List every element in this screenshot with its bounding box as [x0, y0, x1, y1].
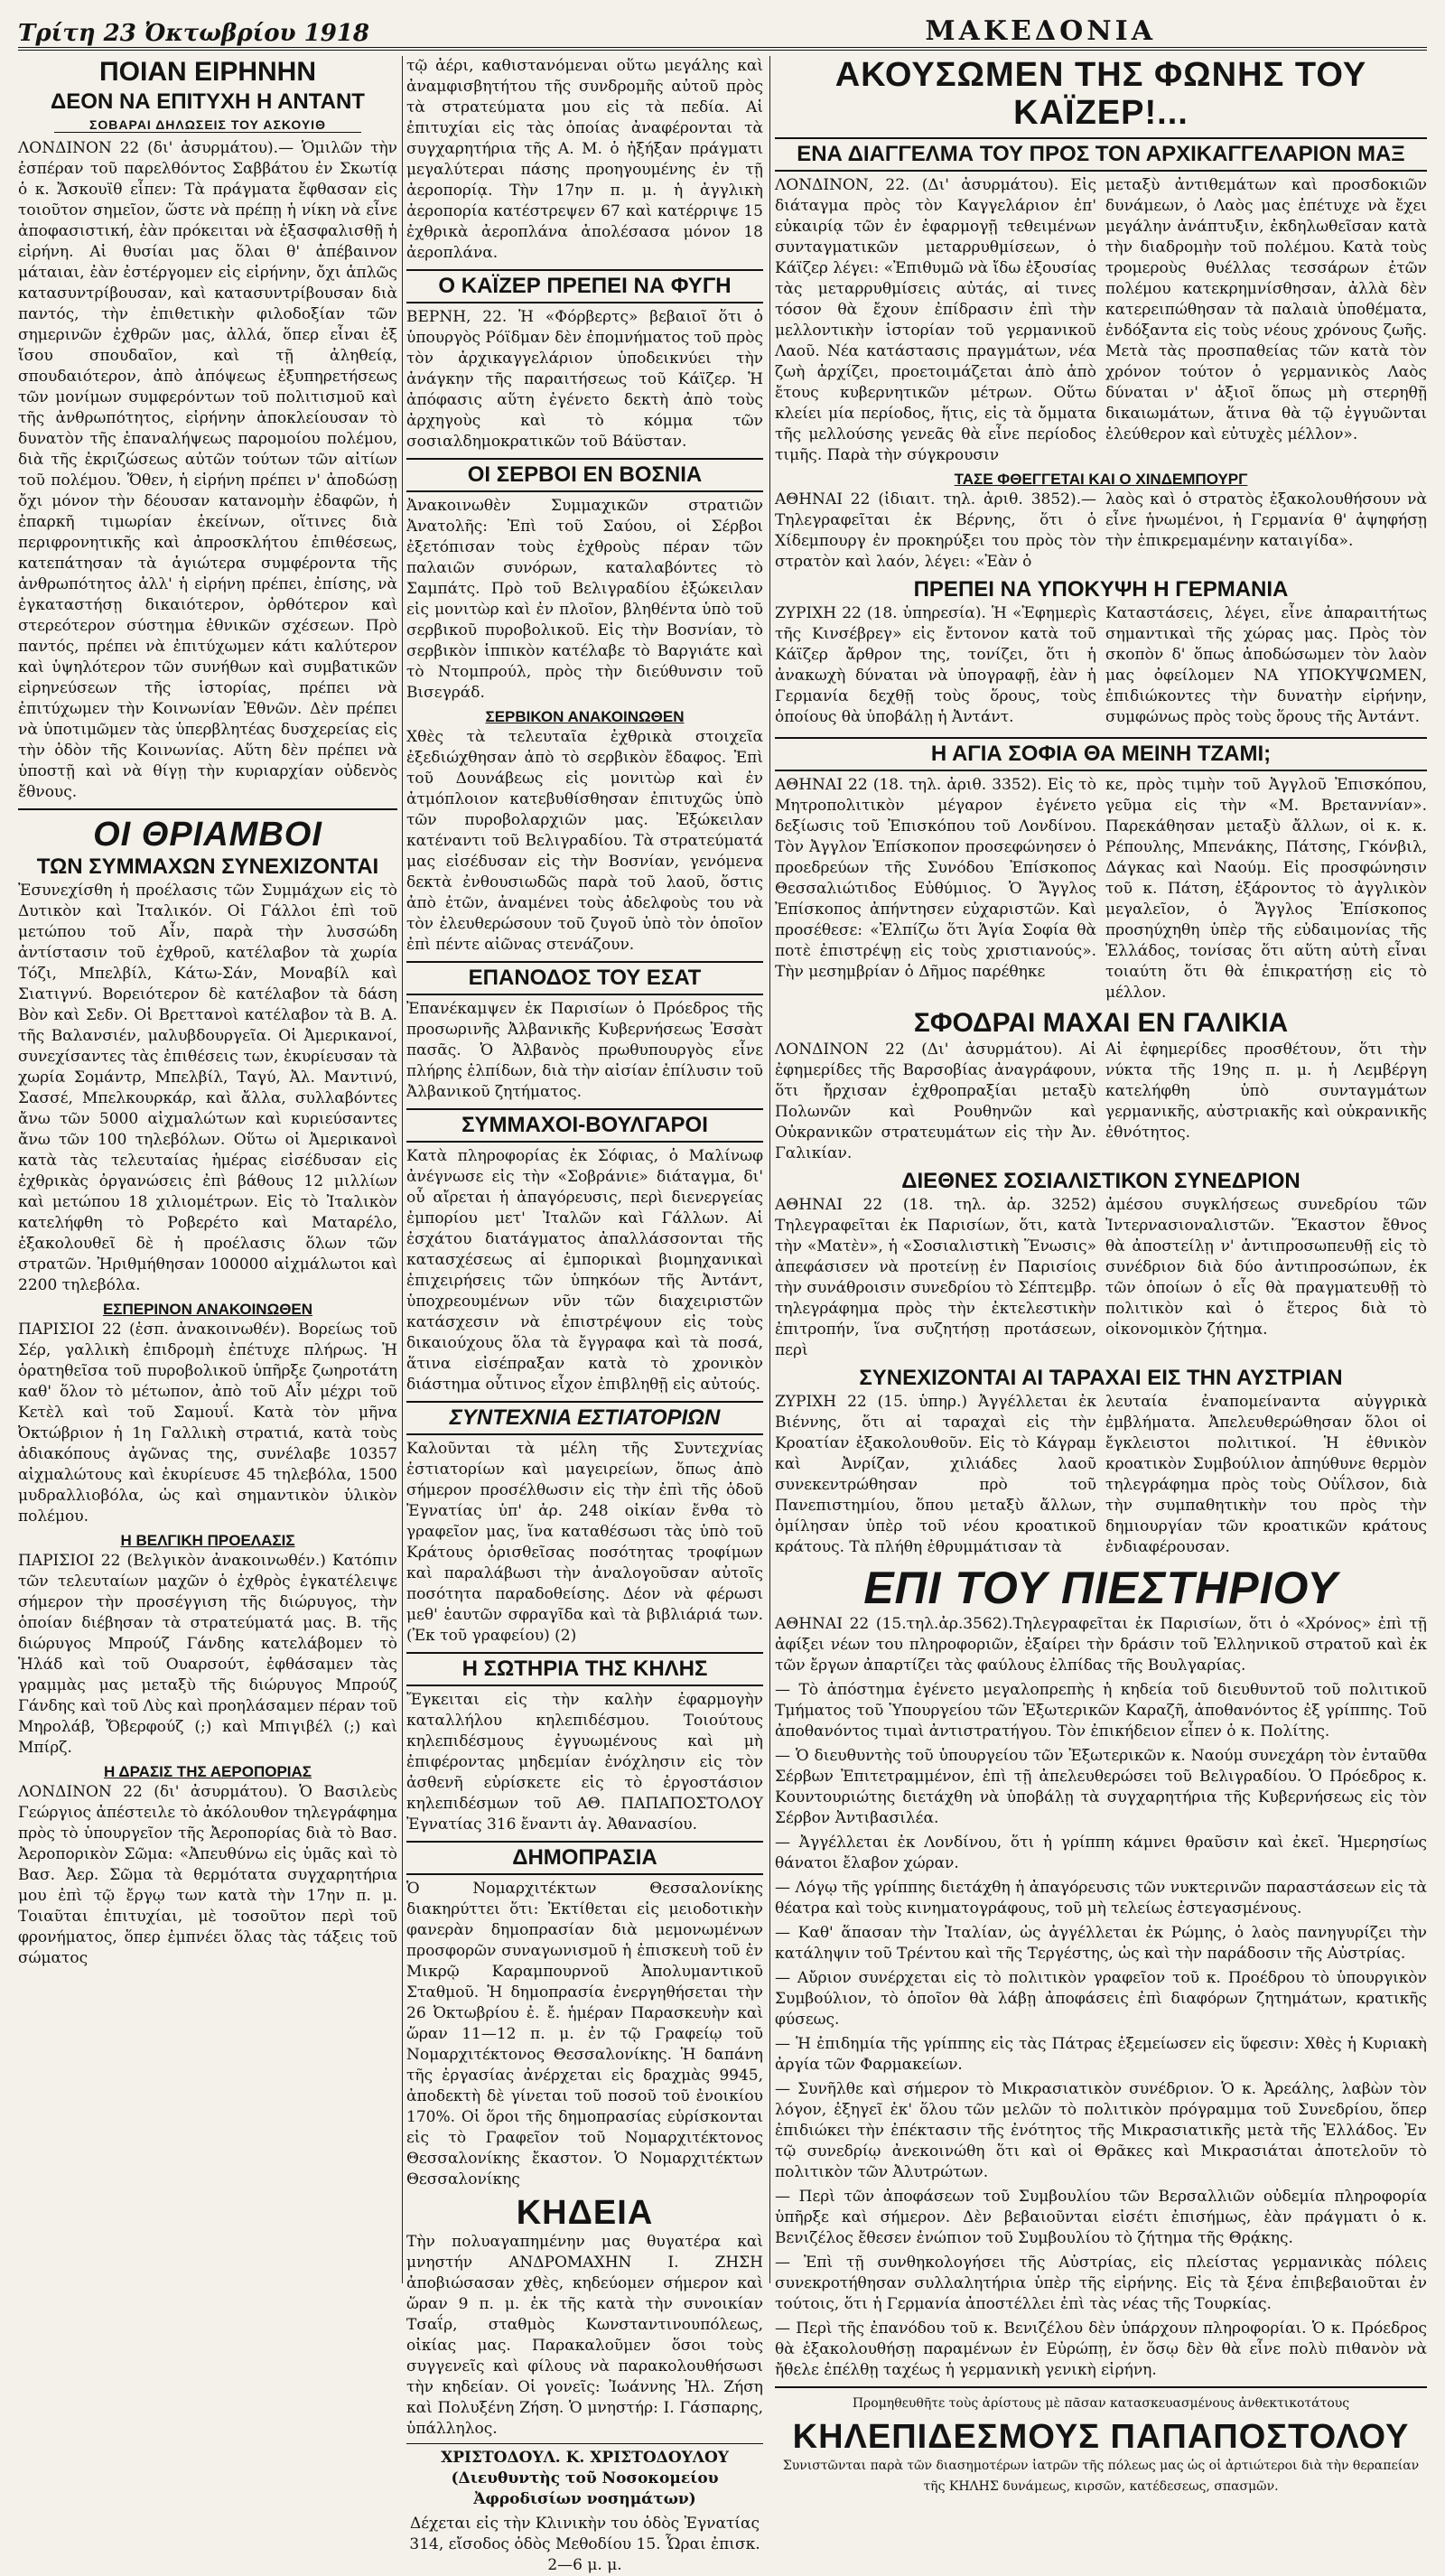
headline: ΠΡΕΠΕΙ ΝΑ ΥΠΟΚΥΨΗ Η ΓΕΡΜΑΝΙΑ — [913, 577, 1289, 602]
headline: ΠΟΙΑΝ ΕΙΡΗΝΗΝ — [98, 57, 316, 87]
news-item: — Ὁ διευθυντὴς τοῦ ὑπουργείου τῶν Ἐξωτερικῶν κ. Ναούμ συνεχάρη τὸν ἐνταῦθα Σέρβων Ἐπιτετραμμένον, ἐπὶ τῇ ἀπελευθερώσει τοῦ Βελιγραδίου. Ὁ Πρόεδρος κ. Κουντουριώτης διετάχθη νὰ ὑποβάλῃ τὰ συγχαρητήρια τῆς Κυβερνήσεως εἰς τὸν Σέρβον Ἀντιβασιλέα. — [775, 1747, 1427, 1827]
headline: ΣΥΝΤΕΧΝΙΑ ΕΣΤΙΑΤΟΡΙΩΝ — [406, 1401, 763, 1435]
headline: ΟΙ ΣΕΡΒΟΙ ΕΝ ΒΟΣΝΙΑ — [406, 458, 763, 492]
column-2 — [406, 56, 764, 2574]
news-item: — Λόγῳ τῆς γρίππης διετάχθη ἡ ἀπαγόρευσις τῶν νυκτερινῶν παραστάσεων εἰς τὰ θέατρα καὶ τοὺς κινηματογράφους, τοῦ μὴ τελείως ἐστεγασμένους. — [775, 1879, 1427, 1918]
article-text: ΛΟΝΔΙΝΟΝ 22 (δι' ἀσυρμάτου).— Ὁμιλῶν τὴν ἑσπέραν τοῦ παρελθόντος Σαββάτου ἐν Σκωτίᾳ ὁ κ. Ἄσκουϊθ εἶπεν: Τὰ πράγματα ἔφθασαν εἰς τοιοῦτον σημεῖον, ὥστε νὰ πρέπῃ ἡ νίκη νὰ εἶνε ἀποφασιστική, ἐὰν πρόκειται νὰ ἐξασφαλισθῇ ἡ εἰρήνη. Αἱ θυσίαι μας ὅλαι θ' ἀπέβαινον μάταιαι, ἐὰν ἐστέργομεν εἰς εἰρήνην, ὄχι ἁπλῶς κατασυντρίβουσαν, καὶ κατασυντρίβουσαν διὰ παντός, τὴν ἐπιθετικὴν φιλοδοξίαν τῶν σημερινῶν ἐχθρῶν μας, ἀλλά, ὅπερ εἶναι ἐξ ἴσου σπουδαῖον, καὶ τῇ ἀληθείᾳ, σπουδαιότερον, ἀπὸ ἀπόψεως ἐξυπηρετήσεως τῶν μονίμων συμφερόντων τοῦ πολιτισμοῦ καὶ τῆς ἀνθρωπότητος, εἰρήνην ἀποκλείουσαν τὸ δυνατὸν τῆς ἐπαναλήψεως παρομοίου πολέμου, διὰ τῆς ἐκριζώσεως αὐτῶν τούτων τῶν αἰτίων τοῦ πολέμου. Ὅθεν, ἡ εἰρήνη πρέπει ν' ἀποδώσῃ ὄχι μόνον τὴν δέουσαν κατανομὴν ἐδαφῶν, ἡ ἐπαρκῆ τιμωρίαν ἐκείνων, οἵτινες διὰ περιφρονητικῆς καὶ ἀπροσκλήτου ἐπιθέσεως, κατεπάτησαν τὰ ἁγιώτερα συμφέροντα τῆς ἀνθρωπότητος ἀλλ' ἡ εἰρήνη πρέπει, ἐπίσης, νὰ ἐγκαταστήσῃ δικαιότερον, ὀρθότερον καὶ στερεότερον σύστημα ἐθνικῶν σχέσεων. Πρὸ παντός, πρέπει νὰ ἐπιτύχωμεν κάτι καλύτερον καὶ ὑψηλότερον τῶν συνήθων καὶ συμβατικῶν εἰρηνεύσεων τῆς ἱστορίας, πρέπει νὰ ἐπιτύχωμεν τὴν Κοινωνίαν Ἐθνῶν. Δὲν πρέπει νὰ ὑποτιμῶμεν τὰς ὑπερβλητέας δυσχερείας εἰς τὴν ὁδὸν τῆς Κοινωνίας. Αὕτη δὲν πρέπει νὰ ὑποστῇ καὶ νὰ θίγῃ τὴν κυριαρχίαν οὐδενὸς ἔθνους. — [18, 139, 397, 801]
article-text: ΑΘΗΝΑΙ 22 (18. τηλ. ἀριθ. 3352). Εἰς τὸ Μητροπολιτικὸν μέγαρον ἐγένετο δεξίωσις τοῦ Ἐπισκόπου τοῦ Λονδίνου. Τὸν Ἀγγλον Ἐπίσκοπον προσεφώνησεν ὁ προεδρεύων τῆς Συνόδου Ἐπίσκοπος Θεσσαλιώτιδος Εὐθύμιος. Ὁ Ἄγγλος Ἐπίσκοπος ἀπήντησεν εὐχαριστῶν. Καὶ προσέθεσε: «Ἐλπίζω ὅτι Ἁγία Σοφία θὰ ποτὲ ἐπιστρέψῃ εἰς τοὺς χριστιανούς». Τὴν μεσημβρίαν ὁ Δῆμος παρέθηκε — [775, 776, 1096, 981]
article-text: Ἔγκειται εἰς τὴν καλὴν ἐφαρμογὴν καταλλήλου κηλεπιδέσμου. Τοιούτους κηλεπιδέσμους ἐγγυωμένους καὶ μὴ ἐπιφέροντας μηδεμίαν ἐνόχλησιν εἰς τὸν ἀσθενῆ εὑρίσκετε εἰς τὸ ἐργοστάσιον κηλεπιδέσμων τοῦ ΑΘ. ΠΑΠΑΠΟΣΤΟΛΟΥ Ἐγνατίας 316 ἔναντι ἁγ. Ἀθανασίου. — [406, 1691, 763, 1834]
news-item: — Περὶ τῶν ἀποφάσεων τοῦ Συμβουλίου τῶν Βερσαλλιῶν οὐδεμία πληροφορία ὑπῆρξε καὶ σήμερον. Δὲν βεβαιοῦνται εἰσέτι ἐπισήμως, ἐὰν πράγματι ὁ κ. Βενιζέλος ἔθεσεν ἐνώπιον τοῦ Συμβουλίου τὸ ζήτημα τῆς Θρᾴκης. — [775, 2188, 1427, 2247]
ad-text: Δέχεται εἰς τὴν Κλινικὴν του ὁδὸς Ἐγνατίας 314, εἴσοδος ὁδὸς Μεθοδίου 15. Ὧραι ἐπισκ. 2—6 μ. μ. — [409, 2515, 760, 2574]
article-text: Καταστάσεις, λέγει, εἶνε ἀπαραιτήτως σημαντικαὶ τῆς χώρας μας. Πρὸς τὸν σκοπὸν δ' ὅπως ἀποδώσωμεν τὸν λαὸν μας ὀφείλομεν ΝΑ ΥΠΟΚΥΨΩΜΕΝ, ἐπιδιώκοντες τὴν δυνατὴν εἰρήνην, συμφώνως πρὸς τοὺς ὅρους τῆς Ἀντάντ. — [1105, 604, 1427, 726]
news-item: — Ἡ ἐπιδημία τῆς γρίππης εἰς τὰς Πάτρας ἐξεμείωσεν εἰς ὕφεσιν: Χθὲς ἡ Κυριακὴ ἀργία τῶν Φαρμακείων. — [775, 2035, 1427, 2074]
article-text: τῷ ἀέρι, καθιστανόμεναι οὕτω μεγάλης καὶ ἀναμφισβητήτου τῆς συνδρομῆς αὐτοῦ πρὸς τὰ στρατεύματα μου εἰς τὰ πεδία. Αἱ ἐπιτυχίαι εἰς τὰς ὁποίας ἀναφέρονται τὰ συγχαρητήρια τῆς Α. Μ. ὁ ἠξήξαν πράγματι μεγαλύτεραι πάσης προηγουμένης ἐν τῇ ἀεροπορίᾳ. Τὴν 17ην π. μ. ἡ ἀγγλικὴ ἀεροπορία κατέστρεψεν 67 καὶ κατέρριψε 15 ἐχθρικὰ ἀεροπλάνα ἀπολέσασα μόνον 18 ἀεροπλάνα. — [406, 57, 763, 262]
obituary-heading: ΚΗΔΕΙΑ — [516, 2194, 654, 2232]
section-heading: ΣΕΡΒΙΚΟΝ ΑΝΑΚΟΙΝΩΘΕΝ — [485, 708, 685, 725]
column-divider — [769, 56, 770, 2283]
article-body — [775, 175, 1427, 470]
subheadline: ΤΩΝ ΣΥΜΜΑΧΩΝ ΣΥΝΕΧΙΖΟΝΤΑΙ — [36, 854, 379, 879]
article-text: ΖΥΡΙΧΗ 22 (18. ὑπηρεσία). Ἡ «Ἐφημερὶς τῆς Κινσέβρεγ» εἰς ἔντονον κατὰ τοῦ Κάϊζερ ἄρθρον της, τονίζει, ὅτι ἡ ἀνακωχὴ δύναται νὰ ὑπογραφῇ, ἐὰν ἡ Γερμανία δεχθῇ τοὺς ὅρους, τοὺς ὁποίους θὰ ὑποβάλῃ ἡ Ἀντάντ. — [775, 604, 1096, 726]
news-item: — Ἀγγέλλεται ἐκ Λονδίνου, ὅτι ἡ γρίππη κάμνει θραῦσιν καὶ ἐκεῖ. Ἡμερησίως θάνατοι ἔλαβον χώραν. — [775, 1834, 1427, 1872]
headline: ΔΗΜΟΠΡΑΣΙΑ — [406, 1841, 763, 1875]
article-text: μεταξὺ ἀντιθεμάτων καὶ προσδοκιῶν δυνάμεων, ὁ Λαὸς μας ἐπέτυχε νὰ ἔχει μεγάλην ἀνάπτυξιν, ἐκδηλωθεῖσαν κατὰ τὴν διαδρομὴν τοῦ πολέμου. Κατὰ τοὺς τρομεροὺς θυέλλας τεσσάρων ἐτῶν πολέμου κατεκρημνίσθησαν, ἀλλὰ δὲν κατερειπώθησαν τὰ παλαιὰ ὑποθέματα, ἐνδόξαντα εἰς τοὺς νέους χρόνους ζωῆς. Μετὰ τὰς προσπαθείας τῶν κατὰ τὸν χρόνον τούτον ὁ γερμανικὸς Λαὸς δύναται ν' ἀξιοῖ ὅπως μὴ στερηθῇ δικαιωμάτων, ἅτινα θὰ τῷ ἐγγυῶνται ἐλεύθερον καὶ εὐτυχὲς μέλλον». — [1105, 176, 1427, 443]
subheadline: ΕΝΑ ΔΙΑΓΓΕΛΜΑ ΤΟΥ ΠΡΟΣ ΤΟΝ ΑΡΧΙΚΑΓΓΕΛΑΡΙΟΝ ΜΑΞ — [775, 137, 1427, 172]
columns — [18, 56, 1427, 2574]
obituary-text: Τὴν πολυαγαπημένην μας θυγατέρα καὶ μνηστήν ΑΝΔΡΟΜΑΧΗΝ Ι. ΖΗΣΗ ἀποβιώσασαν χθὲς, κηδεύομεν σήμερον καὶ ὥραν 9 π. μ. ἐκ τῆς κατὰ τὴν συνοικίαν Τσαΐρ, σταθμὸς Κωνσταντινουπόλεως, οἰκίας μας. Παρακαλοῦμεν ὅσοι τοὺς συγγενεῖς καὶ φίλους νὰ παρακολουθήσωσι τὴν κηδείαν. Οἱ γονεῖς: Ἰωάννης Ἠλ. Ζήση καὶ Πολυξένη Ζήση. Ὁ μνηστήρ: Ι. Γάσπαρης, ὑπάλληλος. — [406, 2233, 763, 2438]
divider — [18, 808, 397, 810]
article-text: ΛΟΝΔΙΝΟΝ 22 (δι' ἀσυρμάτου). Ὁ Βασιλεὺς Γεώργιος ἀπέστειλε τὸ ἀκόλουθον τηλεγράφημα πρὸς τὸ ὑπουργεῖον τῆς Ἀεροπορίας διὰ τὸ Βασ. Ἀεροπορικὸν Σῶμα: «Ἀπευθύνω εἰς ὑμᾶς καὶ τὸ Βασ. Ἀερ. Σῶμα τὰ θερμότατα συγχαρητήρια μου ἐπὶ τῷ ἔργῳ των κατὰ τὴν 17ην π. μ. Τοιαῦται ἐπιτυχίαι, μὲ τοσοῦτον περὶ τοῦ φρονήματος, ὅπερ ἐμπνέει ὅλας τὰς τάξεις τοῦ σώματος — [18, 1783, 397, 1967]
news-item: — Καθ' ἅπασαν τὴν Ἰταλίαν, ὡς ἀγγέλλεται ἐκ Ρώμης, ὁ λαὸς πανηγυρίζει τὴν κατάληψιν τοῦ Τρέντου καὶ τῆς Τεργέστης, ὡς καὶ τὴν παράδοσιν τῆς Αὐστρίας. — [775, 1924, 1427, 1963]
article-text: λαὸς καὶ ὁ στρατὸς ἐξακολουθήσουν νὰ εἶνε ἡνωμένοι, ἡ Γερμανία θ' ἀψηφήσῃ τὴν ἐπικρεμαμένην καταιγίδα». — [1105, 490, 1427, 550]
article-text: ΠΑΡΙΣΙΟΙ 22 (ἑσπ. ἀνακοινωθέν). Βορείως τοῦ Σέρ, γαλλικὴ ἐπιδρομὴ ἐπέτυχε πλήρως. Ἡ ὁρατηθεῖσα τοῦ πυροβολικοῦ ὑπῆρξε ζωηροτάτη καθ' ὅλον τὸ μέτωπον, ἀπὸ τοῦ Αἶν μέχρι τοῦ Κετὲλ καὶ τοῦ Σαμουΐ. Κατὰ τὸν μῆνα Ὀκτώβριον ἡ 1η Γαλλικὴ στρατιά, κατὰ τοὺς ἀδιακόπους ἀγῶνας της, συνέλαβε 10357 αἰχμαλώτους καὶ ἐκυρίευσε 45 τηλεβόλα, 1500 μυδραλλιοβόλα, ὡς καὶ σημαντικὸν ὑλικὸν πολέμου. — [18, 1321, 397, 1526]
article-text: λευταία ἐναπομείναντα αὐγγρικὰ ἐμβλήματα. Ἀπελευθερώθησαν ὅλοι οἱ ἔγκλειστοι πολιτικοί. Ἡ ἐθνικὸν κροατικὸν Συμβούλιον ἀπηύθυνε θερμὸν τηλεγράφημα πρὸς τοὺς Οὐΐλσον, διὰ τὴν συμπαθητικὴν του πρὸς τὴν δημιουργίαν τῶν κροατικῶν κράτους ἐνδιαφέρουσαν. — [1105, 1393, 1427, 1556]
article-text: κε, πρὸς τιμὴν τοῦ Ἀγγλοῦ Ἐπισκόπου, γεῦμα εἰς τὴν «Μ. Βρεταννίαν». Παρεκάθησαν μεταξὺ ἄλλων, οἱ κ. κ. Ρέπουλης, Μπενάκης, Πάτσης, Γκόνβιλ, Δάγκας καὶ Ναούμ. Εἰς προσφώνησιν τοῦ κ. Πάτση, ἐξάροντος τὸ ἀγγλικὸν μεγαλεῖον, ὁ Ἄγγλος Ἐπίσκοπος προσηύχηθη ὑπὲρ τῆς εὐδαιμονίας τῆς Ἑλλάδος, τονίσας ὅτι αὕτη αὐτὴ εἶναι τοιαύτη ὅτι θὰ ἐπικρατήσῃ εἰς τὸ μέλλον. — [1105, 776, 1427, 1002]
article-text: Ἀνακοινωθὲν Συμμαχικῶν στρατιῶν Ἀνατολῆς: Ἐπὶ τοῦ Σαύου, οἱ Σέρβοι ἐξετόπισαν τοὺς ἐχθροὺς πέραν τῶν παλαιῶν συνόρων, καταλαβόντες τὸ Σαμπάτς. Πρὸ τοῦ Βελιγραδίου ἐξώκειλαν εἰς μονιτὼρ καὶ ἐν πλοῖον, βληθέντα ὑπὸ τοῦ σερβικοῦ πυροβολικοῦ. Εἰς τὴν Βοσνίαν, τὸ σερβικὸν ἱππικὸν κατέλαβε τὸ Βαργιάτε καὶ τὸ Ντομπρούλ, πρὸς τὴν διεύθυνσιν τοῦ Βισεγράδ. — [406, 497, 763, 702]
article-text: ΛΟΝΔΙΝΟΝ, 22. (Δι' ἀσυρμάτου). Εἰς διάταγμα πρὸς τὸν Καγγελάριον ἐπ' εὐκαιρίᾳ τῶν ἐν ἐφαρμογῇ τεθειμένων συνταγματικῶν μεταρρυθμίσεων, ὁ Κάϊζερ λέγει: «Ἐπιθυμῶ νὰ ἴδω ἐξουσίας τὰς μεταρρυθμίσεις αὐτάς, αἱ τινες τόσον θὰ ἔχουν ἐπίδρασιν ἐπὶ τὴν μελλοντικὴν ἱστορίαν τοῦ γερμανικοῦ Λαοῦ. Νέα κατάστασις πραγμάτων, νέα ζωὴ ἀρχίζει, προετοιμάζεται ἀπὸ ἀπὸ ἔτους κυβερνητικῶν μέτρων. Οὕτω κλείει μία περίοδος, ἥτις, εἰς τὰ ὄμματα τῆς μελλούσης γενεᾶς θὰ εἶνε περίοδος τιμῆς. Παρὰ τὴν σύγκρουσιν — [775, 176, 1096, 464]
section-heading: Η ΔΡΑΣΙΣ ΤΗΣ ΑΕΡΟΠΟΡΙΑΣ — [104, 1763, 312, 1780]
article-text: Αἱ ἐφημερίδες προσθέτουν, ὅτι τὴν νύκτα τῆς 19ης π. μ. ἡ Λεμβέργη κατελήφθη ὑπὸ συνταγμάτων γερμανικῆς, αὐστριακῆς καὶ οὐκρανικῆς ἐθνότητος. — [1105, 1041, 1427, 1142]
divider — [406, 2443, 763, 2444]
news-item: — Περὶ τῆς ἐπανόδου τοῦ κ. Βενιζέλου δὲν ὑπάρχουν πληροφορίαι. Ὁ κ. Πρόεδρος θὰ ἐξακολουθήσῃ παραμένων ἐν Εὐρώπῃ, ἐν ὅσῳ δὲν θὰ εἶνε πολὺ πιθανὸν νὰ ἤθελε ἐπέλθῃ ταχέως ἡ γερμανικὴ γενικὴ εἰρήνη. — [775, 2319, 1427, 2379]
section-heading: ΤΑΣΕ ΦΘΕΓΓΕΤΑΙ ΚΑΙ Ο ΧΙΝΔΕΜΠΟΥΡΓ — [954, 471, 1248, 488]
headline: Η ΣΩΤΗΡΙΑ ΤΗΣ ΚΗΛΗΣ — [406, 1652, 763, 1686]
article-body — [775, 775, 1427, 1007]
article-text: ΑΘΗΝΑΙ 22 (18. τηλ. ἀρ. 3252) Τηλεγραφεῖται ἐκ Παρισίων, ὅτι, κατὰ τὴν «Ματὲν», ἡ «Σοσιαλιστικὴ Ἕνωσις» ἀπεφάσισεν νὰ προτείνῃ ἐν Παρισίοις τὴν συνάθροισιν συνεδρίου τὸ Σέπτεμβρ. τηλεγράφημα πρὸς τὴν ἐκτελεστικὴν ἐπιτροπήν, ἵνα συζητήσῃ προτάσεων, περὶ — [775, 1196, 1096, 1359]
issue-date: Τρίτη 23 Ὀκτωβρίου 1918 — [18, 20, 369, 47]
advertisement — [775, 2394, 1427, 2497]
article-text: ΑΘΗΝΑΙ 22 (ἰδιαιτ. τηλ. ἀριθ. 3852).—Τηλεγραφεῖται ἐκ Βέρνης, ὅτι ὁ Χίδεμπουργ ἐν προκηρύξει του πρὸς τὸν στρατὸν καὶ λαόν, λέγει: «Ἐὰν ὁ — [775, 490, 1096, 571]
article-text: Κατὰ πληροφορίας ἐκ Σόφιας, ὁ Μαλίνωφ ἀνέγνωσε εἰς τὴν «Σοβράνιε» διάταγμα, δι' οὗ αἴρεται ἡ ἀπαγόρευσις, περὶ διενεργείας ἐμπορίου μετ' Ἰταλῶν καὶ Γάλλων. Αἱ ἐσχάτου διατάγματος ἀπαλλάσσονται τῆς κατασχέσεως αἱ ἐμπορικαὶ βιομηχανικαὶ ἐπιχειρήσεις τῶν ὑπηκόων τῆς Ἀντάντ, ὑποχρεουμένων νῦν τῶν διαχειριστῶν κατάσχεσιν νὰ ἐπιστρέψουν εἰς τοὺς δικαιούχους ὅλα τὰ ἔγγραφα καὶ τὰ ποσά, ἅτινα εἰσέπραξαν κατὰ τὸ χρονικὸν διάστημα οὗτινος εἶχον ἐπιβληθῇ εἰς αὐτούς. — [406, 1147, 763, 1394]
column-divider — [402, 56, 403, 2283]
headline: Ο ΚΑΪΖΕΡ ΠΡΕΠΕΙ ΝΑ ΦΥΓΗ — [406, 269, 763, 303]
headline: ΣΥΜΜΑΧΟΙ-ΒΟΥΛΓΑΡΟΙ — [406, 1108, 763, 1143]
article-text: ΛΟΝΔΙΝΟΝ 22 (Δι' ἀσυρμάτου). Αἱ ἐφημερίδες τῆς Βαρσοβίας ἀναγράφουν, ὅτι ἤρχισαν ἐχθροπραξίαι μεταξὺ Πολωνῶν καὶ Ρουθηνῶν καὶ Οὐκρανικῶν στρατευμάτων εἰς τὴν Ἀν. Γαλικίαν. — [775, 1041, 1096, 1162]
masthead — [18, 7, 1427, 51]
article-text: ΒΕΡΝΗ, 22. Ἡ «Φόρβερτς» βεβαιοῖ ὅτι ὁ ὑπουργὸς Ρόϊδμαν δὲν ἐπομνήματος τοῦ πρὸς τὸν ἀρχικαγγελάριον ὑποδεικνύει τὴν ἀνάγκην τῆς παραιτήσεως τοῦ Κάϊζερ. Ἡ ἀπόφασις αὕτη ἐγένετο δεκτὴ ἀπὸ τοὺς ἀρχηγοὺς καὶ τὸ κόμμα τῶν σοσιαλδημοκρατικῶν τοῦ Βάϋσταν. — [406, 308, 763, 451]
headline: ΔΙΕΘΝΕΣ ΣΟΣΙΑΛΙΣΤΙΚΟΝ ΣΥΝΕΔΡΙΟΝ — [901, 1169, 1300, 1193]
article-text: ΖΥΡΙΧΗ 22 (15. ὑπηρ.) Ἀγγέλλεται ἐκ Βιέννης, ὅτι αἱ ταραχαὶ εἰς τὴν Κροατίαν ἐξακολουθοῦν. Εἰς τὸ Κάγραμ καὶ Ἀνρίζαν, χιλιάδες λαοῦ συνεκεντρώθησαν πρὸ τοῦ Πανεπιστημίου, ὅπου μεταξὺ ἄλλων, ὁμίλησαν ὑπὲρ τοῦ νέου κροατικοῦ κράτους. Τὰ πλήθη ἐθρυμμάτισαν τὰ — [775, 1393, 1096, 1556]
article-body — [775, 603, 1427, 732]
article-text: Χθὲς τὰ τελευταῖα ἐχθρικὰ στοιχεῖα ἐξεδιώχθησαν ἀπὸ τὸ σερβικὸν ἔδαφος. Ἐπὶ τοῦ Δουνάβεως εἰς μονιτὼρ καὶ ἐν ἀτμόπλοιον κατεβυθίσθησαν ἐπιτυχῶς ὑπὸ τῶν πυροβολαρχιῶν μας. Ἐξώκειλαν κατέναντι τοῦ Βελιγραδίου. Τὰ στρατεύματά μας εἰσέδυσαν εἰς τὴν Βοσνίαν, γενόμενα δεκτὰ ἐνθουσιωδῶς παρὰ τοῦ λαοῦ, ὅστις ἀπὸ ἐτῶν, ἀναμένει τοὺς ἀδελφοὺς του νὰ τὸν ἐλευθερώσουν τοῦ ζυγοῦ ὑπὸ τὸν ὁποῖον ἐπὶ πέντε αἰῶνας στενάζουν. — [406, 728, 763, 954]
headline: ΕΠΙ ΤΟΥ ΠΙΕΣΤΗΡΙΟΥ — [863, 1563, 1338, 1613]
article-text: Ἐπανέκαμψεν ἐκ Παρισίων ὁ Πρόεδρος τῆς προσωρινῆς Ἀλβανικῆς Κυβερνήσεως Ἐσσὰτ πασᾶς. Ὁ Ἀλβανὸς πρωθυπουργὸς εἶνε πλήρης ἐλπίδων, διὰ τὴν αἰσίαν ἐπίλυσιν τοῦ Ἀλβανικοῦ ζητήματος. — [406, 1000, 764, 1101]
article-body — [775, 1392, 1427, 1562]
article-text: Ἐσυνεχίσθη ἡ προέλασις τῶν Συμμάχων εἰς τὸ Δυτικὸν καὶ Ἰταλικόν. Οἱ Γάλλοι ἐπὶ τοῦ μετώπου τοῦ Αἶν, παρὰ τὴν λυσσώδη ἀντίστασιν τοῦ ἐχθροῦ, κατέλαβον τὰ χωρία Τόζι, Μπελβίλ, Κάτω-Σάν, Μοναβίλ καὶ Σιατιγνύ. Βορειότερον δὲ κατέλαβον τὰ δάση Βὸν καὶ Σεδν. Οἱ Βρεττανοὶ κατέλαβον τὰ Β. Α. τῆς Βαλανσιέν, μαλυβδουργεῖα. Οἱ Ἀμερικανοί, συνεχίσαντες τὰς ἐπιθέσεις των, ἐκυρίευσαν τὰ χωρία Σομάντρ, Μπελβίλ, Ταγύ, Ἀλ. Μαντινύ, Σασσέ, Μπελκουρκάρ, καὶ ἄλλα, συλλαβόντες ἄνω τῶν 5000 αἰχμαλώτων καὶ κυριεύσαντες ἄνω τῶν 100 τηλεβόλων. Οὕτω οἱ Ἀμερικανοὶ κατὰ τὰς τελευταίας ἡμέρας εἰσέδυσαν εἰς ἐχθρικὰς ὀργανώσεις ἐπὶ βάθους 12 μιλλίων καὶ μετώπου 18 χιλιομέτρων. Εἰς τὸ Ἰταλικὸν κατελήφθη τὸ Ροβερέτο καὶ Ματαρέλο, ἐξακολουθεῖ δὲ ἡ προέλασις ὅλων τῶν στρατῶν. Ἠριθμήθησαν 100000 αἰχμάλωτοι καὶ 2200 τηλεβόλα. — [18, 882, 397, 1294]
headline: Η ΑΓΙΑ ΣΟΦΙΑ ΘΑ ΜΕΙΝΗ ΤΖΑΜΙ; — [775, 737, 1427, 771]
news-item: — Ἐπὶ τῇ συνθηκολογήσει τῆς Αὐστρίας, εἰς πλείστας γερμανικὰς πόλεις συνεκροτήθησαν συλλαλητήρια ὑπὲρ τῆς εἰρήνης. Εἰς τὰ ξένα ἐπιβεβαιοῦται ἐν τούτοις, ὅτι ἡ Γερμανία ἀποστέλλει ἐπὶ τὰς νέας τῆς Τουρκίας. — [775, 2254, 1427, 2313]
article-body — [775, 1195, 1427, 1365]
ad-title: ΚΗΛΕΠΙΔΕΣΜΟΥΣ ΠΑΠΑΠΟΣΤΟΛΟΥ — [792, 2418, 1410, 2456]
article-body — [775, 490, 1427, 576]
kicker: ΣΟΒΑΡΑΙ ΔΗΛΩΣΕΙΣ ΤΟΥ ΑΣΚΟΥΙΘ — [54, 117, 361, 133]
headline: ΣΦΟΔΡΑΙ ΜΑΧΑΙ ΕΝ ΓΑΛΙΚΙΑ — [913, 1008, 1289, 1038]
section-heading: ΕΣΠΕΡΙΝΟΝ ΑΝΑΚΟΙΝΩΘΕΝ — [102, 1301, 313, 1318]
newspaper-title: ΜΑΚΕΔΟΝΙΑ — [925, 15, 1156, 47]
headline: ΟΙ ΘΡΙΑΜΒΟΙ — [93, 816, 322, 854]
article-text: ΑΘΗΝΑΙ 22 (15.τηλ.ἀρ.3562).Τηλεγραφεῖται ἐκ Παρισίων, ὅτι ὁ «Χρόνος» ἐπὶ τῇ ἀφίξει νέων του πληροφοριῶν, ἐξαίρει τὴν δράσιν τοῦ Ἑλληνικοῦ στρατοῦ καὶ ἐκ τῶν ἔργων ἀπαρτίζει τὰς φαύλους ἐλπίδας τῆς Βουλγαρίας. — [775, 1615, 1427, 1675]
ad-heading: ΧΡΙΣΤΟΔΟΥΛ. Κ. ΧΡΙΣΤΟΔΟΥΛΟΥ (Διευθυντὴς τοῦ Νοσοκομείου Ἀφροδισίων νοσημάτων) — [441, 2449, 729, 2508]
ad-line: Προμηθευθῆτε τοὺς ἀρίστους μὲ πᾶσαν κατασκευασμένους ἀνθεκτικοτάτους — [852, 2396, 1350, 2411]
news-item: — Τὸ ἀπόστημα ἐγένετο μεγαλοπρεπὴς ἡ κηδεία τοῦ διευθυντοῦ τοῦ πολιτικοῦ Τμήματος τοῦ Ὑπουργείου τῶν Ἐξωτερικῶν Καραζῆ, ἀποθανόντος ἐξ γρίππης. Τοῦ ἀποθανόντος τιμαὶ ἀντιστρατήγου. Τὸν ἐπικήδειον εἶπεν ὁ κ. Πολίτης. — [775, 1681, 1427, 1741]
article-text: ΠΑΡΙΣΙΟΙ 22 (Βελγικὸν ἀνακοινωθέν.) Κατόπιν τῶν τελευταίων μαχῶν ὁ ἐχθρὸς ἐγκατέλειψε σήμερον τὴν προσέγγιση τῆς διώρυγος, τὴν ὁποίαν διέβησαν τὰ στρατεύματά μας. Β. τῆς διώρυγος Μπρούζ Γάνδης κατελάβομεν τὸ Ἡλάδ καὶ τοῦ Ουαρσούτ, ἐφθάσαμεν τὰς γραμμὰς μας μεταξὺ τῆς διώρυγος Μπρούζ Γάνδης καὶ τοῦ Λὺς καὶ προηλάσαμεν πέραν τοῦ Μηρολάβ, Ὄβερφούζ (;) καὶ Μπιγιβέλ (;) καὶ Μπίρζ. — [18, 1552, 397, 1757]
ad-text: Συνιστῶνται παρὰ τῶν διασημοτέρων ἰατρῶν τῆς πόλεως μας ὡς οἱ ἀρτιώτεροι διὰ τὴν θεραπείαν τῆς ΚΗΛΗΣ δυνάμεως, κιρσῶν, κατέδεσεως, σπασμῶν. — [782, 2459, 1420, 2494]
advertisement — [406, 2448, 763, 2576]
column-3 — [775, 56, 1427, 2494]
article-text: Καλοῦνται τὰ μέλη τῆς Συντεχνίας ἑστιατορίων καὶ μαγειρείων, ὅπως ἀπὸ σήμερον προσέλθωσιν εἰς τὴν ἐπὶ τῆς ὁδοῦ Ἐγνατίας ὑπ' ἀρ. 248 οἰκίαν ἔνθα τὸ γραφεῖον μας, ἵνα καταθέσωσι τὰς ὑπὸ τοῦ Κράτους ὁρισθεῖσας ποσότητας τροφίμων καὶ παραλάβωσι τὴν ἀναλογοῦσαν αὐτοῖς ποσότητα παραδοθείσης. Δέον νὰ φέρωσι μεθ' ἑαυτῶν σφραγῖδα καὶ τὰ βιβλιάριά των. (Ἐκ τοῦ γραφείου) (2) — [406, 1440, 763, 1645]
column-1 — [18, 56, 397, 2283]
article-text: Ὁ Νομαρχιτέκτων Θεσσαλονίκης διακηρύττει ὅτι: Ἐκτίθεται εἰς μειοδοτικὴν φανερὰν δημοπρασίαν διὰ μεμονωμένων προσφορῶν συναγωνισμοῦ ἡ ἐπισκευὴ τοῦ ἐν Μικρῷ Καραμπουρνοῦ Ἀπολυμαντικοῦ Σταθμοῦ. Ἡ δημοπρασία ἐνεργηθήσεται τὴν 26 Ὀκτωβρίου ἐ. ἔ. ἡμέραν Παρασκευὴν καὶ ὥραν 11—12 π. μ. ἐν τῷ Γραφείῳ τοῦ Νομαρχιτέκτονος Θεσσαλονίκης. Ἡ δαπάνη τῆς ἐργασίας ἀνέρχεται εἰς δραχμὰς 9945, ἀποδεκτὴ δὲ γίνεται τοῦ ποσοῦ τοῦ ἐνοικίου 170%. Οἱ ὅροι τῆς δημοπρασίας εὑρίσκονται εἰς τὸ Γραφεῖον τοῦ Νομαρχιτέκτονος Θεσσαλονίκης ἔκαστον. Ὁ Νομαρχιτέκτων Θεσσαλονίκης — [406, 1880, 763, 2189]
news-item: — Συνῆλθε καὶ σήμερον τὸ Μικρασιατικὸν συνέδριον. Ὁ κ. Ἀρεάλης, λαβὼν τὸν λόγον, ἐξηγεῖ ἐκ' ὅλου τῶν μελῶν τὸ πολιτικὸν πρόγραμμα τοῦ Συνεδρίου, ὅπερ ἐπιδιώκει τὴν ἐπέκτασιν τῆς ἐνότητος τῆς Μικρασιατικῆς μετὰ τῆς Ἑλλάδος. Ἐν τῷ συνεδρίῳ ἀνεκοινώθη ὅτι καὶ οἱ Θρᾶκες καὶ Μικρασιάται ἀποτελοῦν τὸ πολιτικὸν τῶν Ἀλυτρώτων. — [775, 2080, 1427, 2181]
headline: ΑΚΟΥΣΩΜΕΝ ΤΗΣ ΦΩΝΗΣ ΤΟΥ ΚΑΪΖΕΡ!... — [834, 56, 1367, 132]
headline: ΣΥΝΕΧΙΖΟΝΤΑΙ ΑΙ ΤΑΡΑΧΑΙ ΕΙΣ ΤΗΝ ΑΥΣΤΡΙΑΝ — [859, 1366, 1343, 1390]
article-text: ἀμέσου συγκλήσεως συνεδρίου τῶν Ἰντερνασιοναλιστῶν. Ἕκαστον ἔθνος θὰ ἀποστείλῃ ν' ἀντιπροσωπευθῇ εἰς τὸ συνέδριον διὰ δύο ἀντιπροσώπων, ἐκ τῶν ὁποίων ὁ εἷς θὰ πραγματευθῇ τὸ πολιτικὸν καὶ ὁ ἕτερος διὰ τὸ οἰκονομικὸν ζήτημα. — [1105, 1196, 1427, 1339]
section-heading: Η ΒΕΛΓΙΚΗ ΠΡΟΕΛΑΣΙΣ — [120, 1532, 295, 1549]
subheadline: ΔΕΟΝ ΝΑ ΕΠΙΤΥΧΗ Η ΑΝΤΑΝΤ — [51, 89, 365, 114]
article-body — [775, 1040, 1427, 1168]
divider — [775, 2386, 1427, 2388]
news-item: — Αὔριον συνέρχεται εἰς τὸ πολιτικὸν γραφεῖον τοῦ κ. Προέδρου τὸ ὑπουργικὸν Συμβούλιον, τὸ ὁποῖον θὰ λάβῃ ἀποφάσεις ἐπὶ διαφόρων ζητημάτων, κρατικῆς φύσεως. — [775, 1969, 1427, 2029]
headline: ΕΠΑΝΟΔΟΣ ΤΟΥ ΕΣΑΤ — [406, 961, 763, 995]
